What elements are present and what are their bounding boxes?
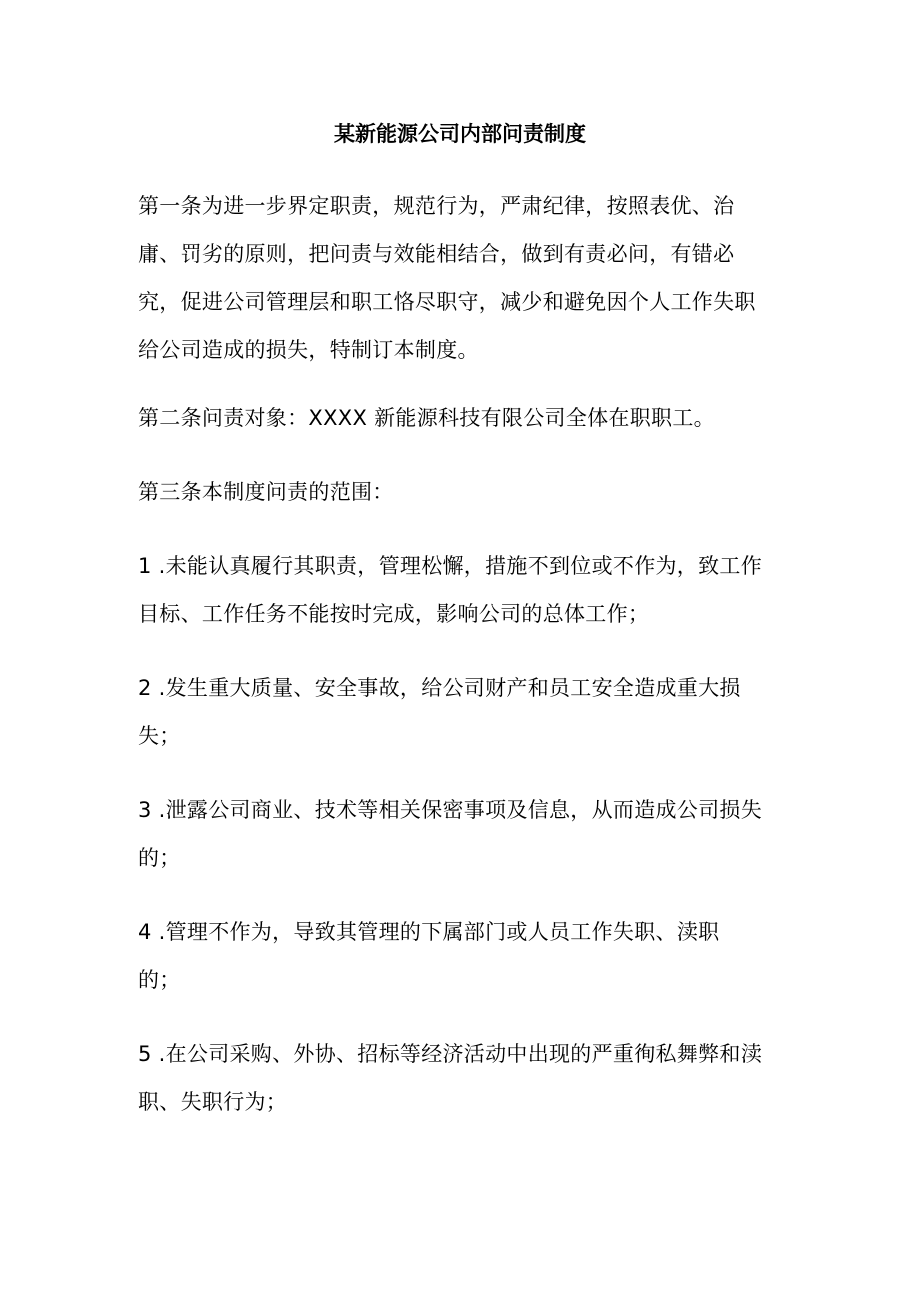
article-1-line-1: 第一条为进一步界定职责，规范行为，严肃纪律，按照表优、治: [138, 194, 735, 218]
item-5-line-2: 职、失职行为；: [138, 1090, 288, 1114]
item-4-line-2: 的；: [138, 968, 181, 992]
item-4-line-1: 4 .管理不作为，导致其管理的下属部门或人员工作失职、渎职: [138, 920, 720, 944]
item-1-line-1: 1 .未能认真履行其职责，管理松懈，措施不到位或不作为，致工作: [138, 554, 763, 578]
item-5-line-1: 5 .在公司采购、外协、招标等经济活动中出现的严重徇私舞弊和渎: [138, 1042, 763, 1066]
article-1-line-3: 究，促进公司管理层和职工恪尽职守，减少和避免因个人工作失职: [138, 290, 756, 314]
article-1-line-4: 给公司造成的损失，特制订本制度。: [138, 338, 479, 362]
item-3-line-1: 3 .泄露公司商业、技术等相关保密事项及信息，从而造成公司损失: [138, 798, 763, 822]
article-2: 第二条问责对象：XXXX 新能源科技有限公司全体在职职工。: [138, 406, 715, 430]
item-2-line-1: 2 .发生重大质量、安全事故，给公司财产和员工安全造成重大损: [138, 676, 741, 700]
document-title: 某新能源公司内部问责制度: [334, 122, 586, 146]
item-3-line-2: 的；: [138, 846, 181, 870]
item-1-line-2: 目标、工作任务不能按时完成，影响公司的总体工作；: [138, 602, 650, 626]
article-1-line-2: 庸、罚劣的原则，把问责与效能相结合，做到有责必问，有错必: [138, 242, 735, 266]
item-2-line-2: 失；: [138, 724, 181, 748]
article-3: 第三条本制度问责的范围：: [138, 480, 394, 504]
